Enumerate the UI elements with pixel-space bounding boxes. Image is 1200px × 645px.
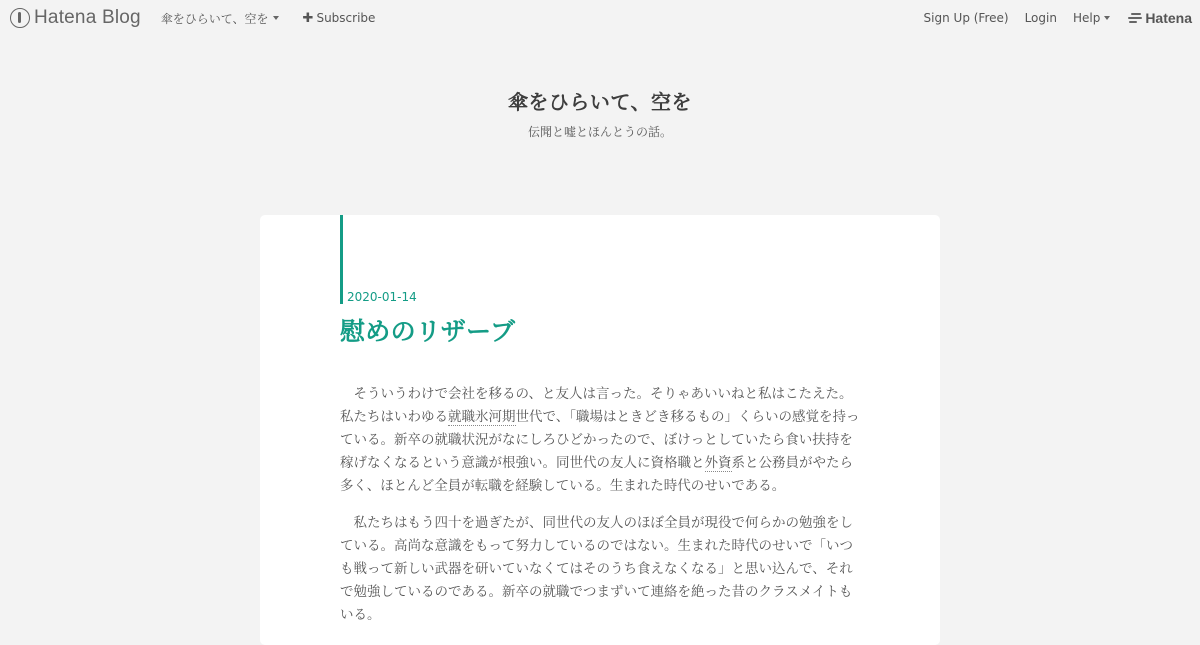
global-header-left [0,0,375,36]
blog-header [0,86,1200,140]
caret-down-icon [1104,16,1110,20]
blog-menu-dropdown[interactable] [161,10,279,27]
signup-link[interactable]: Sign Up (Free) [923,11,1009,25]
subscribe-button[interactable] [303,11,376,26]
entry-body [340,383,860,641]
keyword-link[interactable]: 就職氷河期 [448,409,516,425]
entry-paragraph [340,383,860,498]
keyword-link[interactable]: 外資 [704,455,732,471]
entry-text: 系と公務員がやたら多く、ほとんど全員が転職を経験している。生まれた時代のせいである。 [340,455,853,494]
help-label: Help [1072,11,1101,25]
blog-menu-label: 傘をひらいて、空を [160,11,269,26]
hatena-blog-logo[interactable] [10,7,141,29]
entry-title[interactable]: 慰めのリザーブ [340,317,516,346]
global-header-right [908,0,1200,36]
global-header [0,0,1200,36]
entry-date[interactable]: 2020-01-14 [347,290,417,304]
subscribe-label: Subscribe [316,11,376,25]
entry-text: そういうわけで会社を移るの、と友人は言った。そりゃあいいねと私はこたえた。私たちはいわゆる [340,386,853,425]
help-dropdown[interactable] [1073,11,1110,25]
entry-paragraph: 私たちはもう四十を過ぎたが、同世代の友人のほぼ全員が現役で何らかの勉強をしている。高尚な意識をもって努力しているのではない。生まれた時代のせいで「いつも戦って新しい武器を研いていなくてはそのうち食えなくなる」と思い込んで、それで勉強しているのである。新卒の就職でつまずいて連絡を絶った昔のクラスメイトもいる。 [340,515,853,623]
hatena-blog-logo-text: Hatena Blog [34,7,141,28]
hatena-logo-text: Hatena [1145,10,1192,26]
entry-date-block [340,215,417,304]
hatena-logo-icon [1128,13,1142,23]
blog-title[interactable]: 傘をひらいて、空を [507,90,693,114]
caret-down-icon [273,16,279,20]
hatena-blog-logo-icon [10,8,30,28]
plus-icon: ✚ [302,10,314,26]
hatena-logo[interactable] [1128,10,1192,26]
blog-description: 伝聞と嘘とほんとうの話。 [527,125,672,139]
entry-text: 世代で、「職場はときどき移るもの」くらいの感覚を持っている。新卒の就職状況がなにしろひどかったので、ぼけっとしていたら食い扶持を稼げなくなるという意識が根強い。同世代の友人に資格職と [340,409,860,471]
entry-card [260,215,940,645]
login-link[interactable]: Login [1024,11,1057,25]
